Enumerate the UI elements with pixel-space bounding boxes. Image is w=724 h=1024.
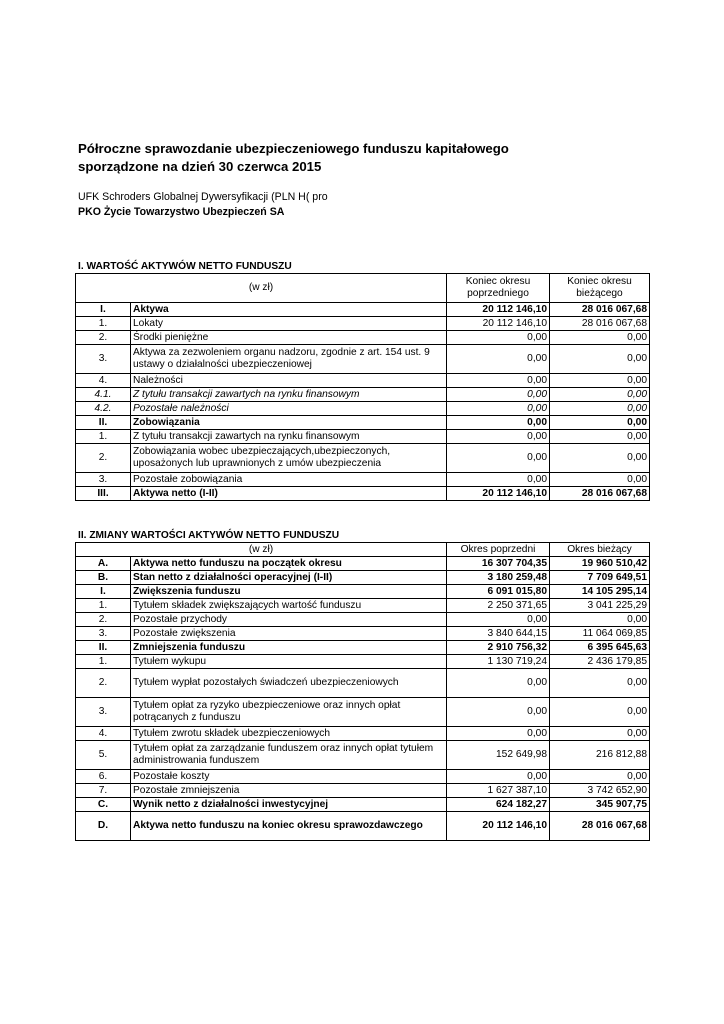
table-row [76, 416, 650, 430]
row-number: I. [76, 303, 131, 317]
curr-period-value: 0,00 [550, 473, 650, 487]
row-label: Z tytułu transakcji zawartych na rynku finansowym [131, 388, 447, 402]
prev-period-value: 16 307 704,35 [447, 557, 550, 571]
table-row [76, 430, 650, 444]
row-number: 3. [76, 473, 131, 487]
curr-period-value: 0,00 [550, 430, 650, 444]
row-number: 6. [76, 770, 131, 784]
prev-period-value: 0,00 [447, 473, 550, 487]
curr-period-value: 28 016 067,68 [550, 317, 650, 331]
row-number: 7. [76, 784, 131, 798]
row-number: II. [76, 416, 131, 430]
row-number: 3. [76, 698, 131, 727]
table-row [76, 345, 650, 374]
row-number: 1. [76, 430, 131, 444]
table-row [76, 798, 650, 812]
prev-period-value: 20 112 146,10 [447, 487, 550, 501]
curr-period-header: Okres bieżący [550, 543, 650, 557]
prev-period-value: 1 627 387,10 [447, 784, 550, 798]
table-row [76, 444, 650, 473]
table-row [76, 585, 650, 599]
curr-period-value: 0,00 [550, 444, 650, 473]
table-row [76, 557, 650, 571]
curr-period-value: 0,00 [550, 416, 650, 430]
row-label: Pozostałe koszty [131, 770, 447, 784]
row-number: 2. [76, 444, 131, 473]
row-number: 2. [76, 331, 131, 345]
table-row [76, 303, 650, 317]
title-line-2: sporządzone na dzień 30 czerwca 2015 [78, 159, 322, 174]
unit-header: (w zł) [76, 274, 447, 303]
row-number: II. [76, 641, 131, 655]
row-label: Aktywa netto funduszu na koniec okresu sprawozdawczego [131, 812, 447, 841]
net-assets-changes-table [75, 542, 650, 841]
prev-period-value: 0,00 [447, 727, 550, 741]
prev-period-value: 6 091 015,80 [447, 585, 550, 599]
prev-period-header: Okres poprzedni [447, 543, 550, 557]
table-row [76, 331, 650, 345]
prev-period-value: 2 910 756,32 [447, 641, 550, 655]
prev-period-value: 624 182,27 [447, 798, 550, 812]
table-row [76, 473, 650, 487]
curr-period-value: 3 742 652,90 [550, 784, 650, 798]
row-number: A. [76, 557, 131, 571]
row-number: 2. [76, 613, 131, 627]
row-label: Pozostałe przychody [131, 613, 447, 627]
row-number: 1. [76, 655, 131, 669]
row-number: 5. [76, 741, 131, 770]
prev-period-value: 0,00 [447, 698, 550, 727]
row-label: Tytułem zwrotu składek ubezpieczeniowych [131, 727, 447, 741]
row-number: 3. [76, 345, 131, 374]
row-label: Pozostałe należności [131, 402, 447, 416]
table-row [76, 770, 650, 784]
prev-period-value: 0,00 [447, 331, 550, 345]
row-label: Aktywa za zezwoleniem organu nadzoru, zgodnie z art. 154 ust. 9 ustawy o działalności ubezpieczeniowej [131, 345, 447, 374]
table-row [76, 669, 650, 698]
row-label: Aktywa [131, 303, 447, 317]
row-label: Aktywa netto funduszu na początek okresu [131, 557, 447, 571]
curr-period-value: 0,00 [550, 374, 650, 388]
prev-period-value: 0,00 [447, 770, 550, 784]
table-row [76, 812, 650, 841]
prev-period-value: 0,00 [447, 444, 550, 473]
row-number: 1. [76, 599, 131, 613]
prev-period-value: 3 180 259,48 [447, 571, 550, 585]
curr-period-value: 28 016 067,68 [550, 812, 650, 841]
title-line-1: Półroczne sprawozdanie ubezpieczeniowego funduszu kapitałowego [78, 141, 509, 156]
prev-period-value: 0,00 [447, 430, 550, 444]
row-label: Tytułem wykupu [131, 655, 447, 669]
row-label: Należności [131, 374, 447, 388]
table-row [76, 727, 650, 741]
row-label: Zobowiązania [131, 416, 447, 430]
row-number: 1. [76, 317, 131, 331]
row-number: D. [76, 812, 131, 841]
table-row [76, 784, 650, 798]
curr-period-value: 0,00 [550, 669, 650, 698]
prev-period-value: 0,00 [447, 388, 550, 402]
row-number: B. [76, 571, 131, 585]
table-row [76, 487, 650, 501]
row-number: 4. [76, 374, 131, 388]
table-row [76, 698, 650, 727]
document-title [78, 140, 678, 176]
table-row [76, 388, 650, 402]
table-row [76, 374, 650, 388]
section-1-title: I. WARTOŚĆ AKTYWÓW NETTO FUNDUSZU [78, 261, 292, 272]
row-label: Lokaty [131, 317, 447, 331]
curr-period-value: 7 709 649,51 [550, 571, 650, 585]
row-label: Zmniejszenia funduszu [131, 641, 447, 655]
curr-period-value: 28 016 067,68 [550, 487, 650, 501]
prev-period-value: 0,00 [447, 374, 550, 388]
net-assets-table [75, 273, 650, 501]
curr-period-value: 11 064 069,85 [550, 627, 650, 641]
prev-period-value: 0,00 [447, 416, 550, 430]
table-row [76, 317, 650, 331]
fund-name: UFK Schroders Globalnej Dywersyfikacji (PLN H( pro [78, 191, 328, 203]
row-label: Tytułem składek zwiększających wartość funduszu [131, 599, 447, 613]
unit-header: (w zł) [76, 543, 447, 557]
prev-period-header: Koniec okresu poprzedniego [447, 274, 550, 303]
curr-period-value: 3 041 225,29 [550, 599, 650, 613]
curr-period-value: 345 907,75 [550, 798, 650, 812]
curr-period-value: 28 016 067,68 [550, 303, 650, 317]
table-row [76, 627, 650, 641]
row-label: Z tytułu transakcji zawartych na rynku finansowym [131, 430, 447, 444]
prev-period-value: 1 130 719,24 [447, 655, 550, 669]
row-number: 4.2. [76, 402, 131, 416]
curr-period-header: Koniec okresu bieżącego [550, 274, 650, 303]
table-row [76, 641, 650, 655]
prev-period-value: 0,00 [447, 345, 550, 374]
curr-period-value: 0,00 [550, 331, 650, 345]
row-label: Wynik netto z działalności inwestycyjnej [131, 798, 447, 812]
curr-period-value: 0,00 [550, 698, 650, 727]
row-number: C. [76, 798, 131, 812]
curr-period-value: 0,00 [550, 727, 650, 741]
row-label: Pozostałe zwiększenia [131, 627, 447, 641]
company-name: PKO Życie Towarzystwo Ubezpieczeń SA [78, 206, 285, 218]
table-row [76, 741, 650, 770]
row-label: Tytułem opłat za ryzyko ubezpieczeniowe oraz innych opłat potrącanych z funduszu [131, 698, 447, 727]
curr-period-value: 0,00 [550, 388, 650, 402]
prev-period-value: 2 250 371,65 [447, 599, 550, 613]
table-row [76, 402, 650, 416]
row-number: 4. [76, 727, 131, 741]
prev-period-value: 0,00 [447, 402, 550, 416]
row-number: I. [76, 585, 131, 599]
row-number: 4.1. [76, 388, 131, 402]
table-row [76, 599, 650, 613]
section-2-title: II. ZMIANY WARTOŚCI AKTYWÓW NETTO FUNDUSZU [78, 530, 340, 541]
prev-period-value: 152 649,98 [447, 741, 550, 770]
row-number: III. [76, 487, 131, 501]
prev-period-value: 20 112 146,10 [447, 812, 550, 841]
table-row [76, 655, 650, 669]
row-number: 2. [76, 669, 131, 698]
curr-period-value: 0,00 [550, 402, 650, 416]
curr-period-value: 0,00 [550, 345, 650, 374]
row-label: Środki pieniężne [131, 331, 447, 345]
row-label: Stan netto z działalności operacyjnej (I-II) [131, 571, 447, 585]
prev-period-value: 0,00 [447, 669, 550, 698]
curr-period-value: 14 105 295,14 [550, 585, 650, 599]
curr-period-value: 216 812,88 [550, 741, 650, 770]
table-row [76, 571, 650, 585]
prev-period-value: 20 112 146,10 [447, 303, 550, 317]
row-label: Pozostałe zmniejszenia [131, 784, 447, 798]
curr-period-value: 0,00 [550, 770, 650, 784]
prev-period-value: 3 840 644,15 [447, 627, 550, 641]
row-label: Pozostałe zobowiązania [131, 473, 447, 487]
curr-period-value: 2 436 179,85 [550, 655, 650, 669]
row-label: Zobowiązania wobec ubezpieczających,ubezpieczonych, uposażonych lub uprawnionych z umów ubezpieczenia [131, 444, 447, 473]
row-label: Tytułem opłat za zarządzanie funduszem oraz innych opłat tytułem administrowania funduszem [131, 741, 447, 770]
row-label: Zwiększenia funduszu [131, 585, 447, 599]
curr-period-value: 6 395 645,63 [550, 641, 650, 655]
prev-period-value: 20 112 146,10 [447, 317, 550, 331]
row-label: Tytułem wypłat pozostałych świadczeń ubezpieczeniowych [131, 669, 447, 698]
row-number: 3. [76, 627, 131, 641]
table-row [76, 613, 650, 627]
row-label: Aktywa netto (I-II) [131, 487, 447, 501]
curr-period-value: 19 960 510,42 [550, 557, 650, 571]
curr-period-value: 0,00 [550, 613, 650, 627]
prev-period-value: 0,00 [447, 613, 550, 627]
